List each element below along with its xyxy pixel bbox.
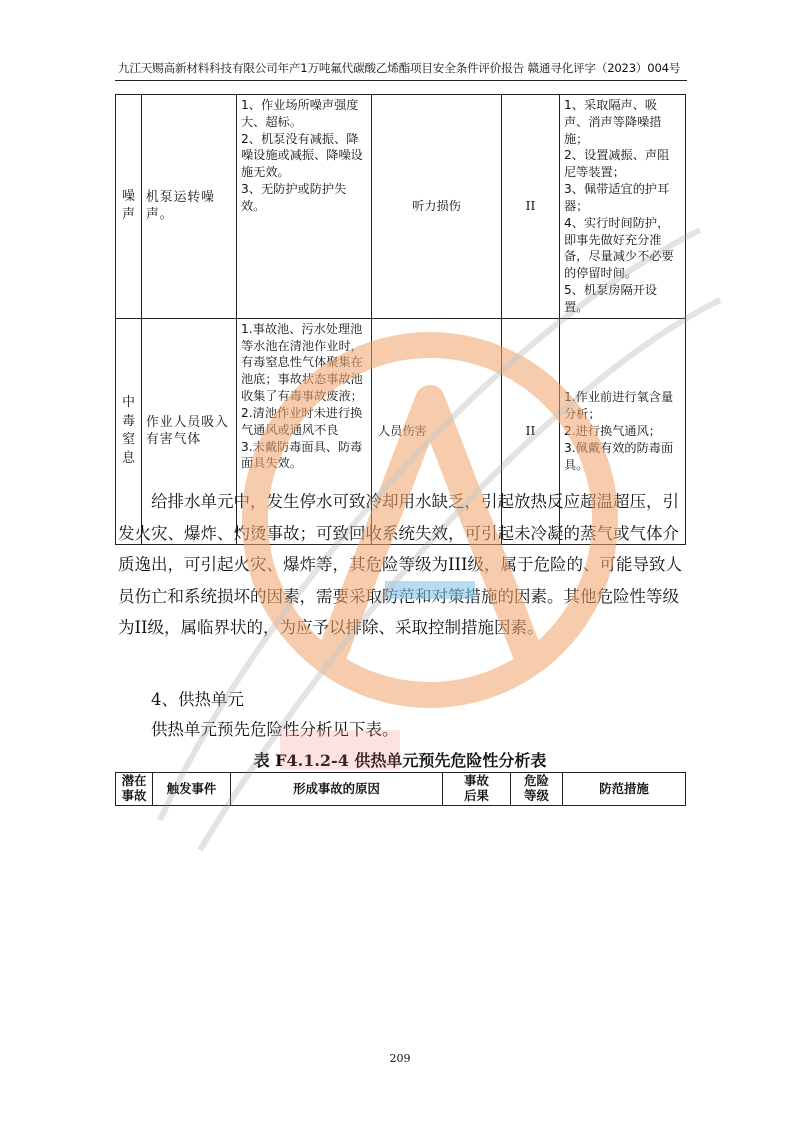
measure-cell: 1.作业前进行氧含量分析； 2.进行换气通风； 3.佩戴有效的防毒面具。 bbox=[560, 318, 686, 544]
header-measures: 防范措施 bbox=[563, 773, 686, 806]
page-header: 九江天赐高新材料科技有限公司年产1万吨氟代碳酸乙烯酯项目安全条件评价报告 赣通寻化评字（2023）004号 bbox=[118, 61, 681, 75]
hazard-table bbox=[115, 94, 686, 545]
cause-cell: 1、作业场所噪声强度大、超标。 2、机泵没有减振、降噪设施或减振、降噪设施无效。 3、无防护或防护失效。 bbox=[237, 95, 372, 319]
table-row bbox=[116, 95, 686, 319]
result-cell: 听力损伤 bbox=[372, 95, 502, 319]
header-trigger-event: 触发事件 bbox=[153, 773, 231, 806]
hazard-type-cell: 中毒窒息 bbox=[116, 318, 142, 544]
table-header-row bbox=[116, 773, 686, 806]
level-cell: II bbox=[502, 318, 560, 544]
page-number: 209 bbox=[389, 1052, 411, 1065]
body-paragraph: 给排水单元中，发生停水可致冷却用水缺乏，引起放热反应超温超压，引发火灾、爆炸、灼烫事故；可致回收系统失效，可引起未冷凝的蒸气或气体介质逸出，可引起火灾、爆炸等，其危险等级为III级，属于危险的、可能导致人员伤亡和系统损坏的因素，需要采取防范和对策措施的因素。其他危险性等级为II级，属临界状的，为应予以排除、采取控制措施因素。 bbox=[118, 492, 683, 637]
trigger-event-cell: 机泵运转噪声。 bbox=[142, 95, 237, 319]
result-cell: 人员伤害 bbox=[372, 318, 502, 544]
measure-cell: 1、采取隔声、吸声、消声等降噪措施； 2、设置减振、声阻尼等装置； 3、佩带适宜的护耳器； 4、实行时间防护，即事先做好充分准备，尽量减少不必要的停留时间。 5、机泵房隔开设置。 bbox=[560, 95, 686, 319]
hazard-type-cell: 噪声 bbox=[116, 95, 142, 319]
section-heading: 4、供热单元 bbox=[151, 690, 244, 709]
trigger-event-cell: 作业人员吸入有害气体 bbox=[142, 318, 237, 544]
table-intro: 供热单元预先危险性分析见下表。 bbox=[151, 720, 399, 739]
heating-unit-table-header bbox=[115, 772, 686, 806]
header-potential-accident: 潜在事故 bbox=[116, 773, 153, 806]
header-rule bbox=[115, 80, 687, 81]
header-consequence: 事故后果 bbox=[443, 773, 511, 806]
header-cause: 形成事故的原因 bbox=[231, 773, 443, 806]
level-cell: II bbox=[502, 95, 560, 319]
header-level: 危险等级 bbox=[511, 773, 563, 806]
table-title: 表 F4.1.2-4 供热单元预先危险性分析表 bbox=[253, 751, 547, 770]
cause-cell: 1.事故池、污水处理池等水池在清池作业时，有毒窒息性气体聚集在池底；事故状态事故池收集了有毒事故废液； 2.清池作业时未进行换气通风或通风不良 3.未戴防毒面具、防毒面具失效。 bbox=[237, 318, 372, 544]
